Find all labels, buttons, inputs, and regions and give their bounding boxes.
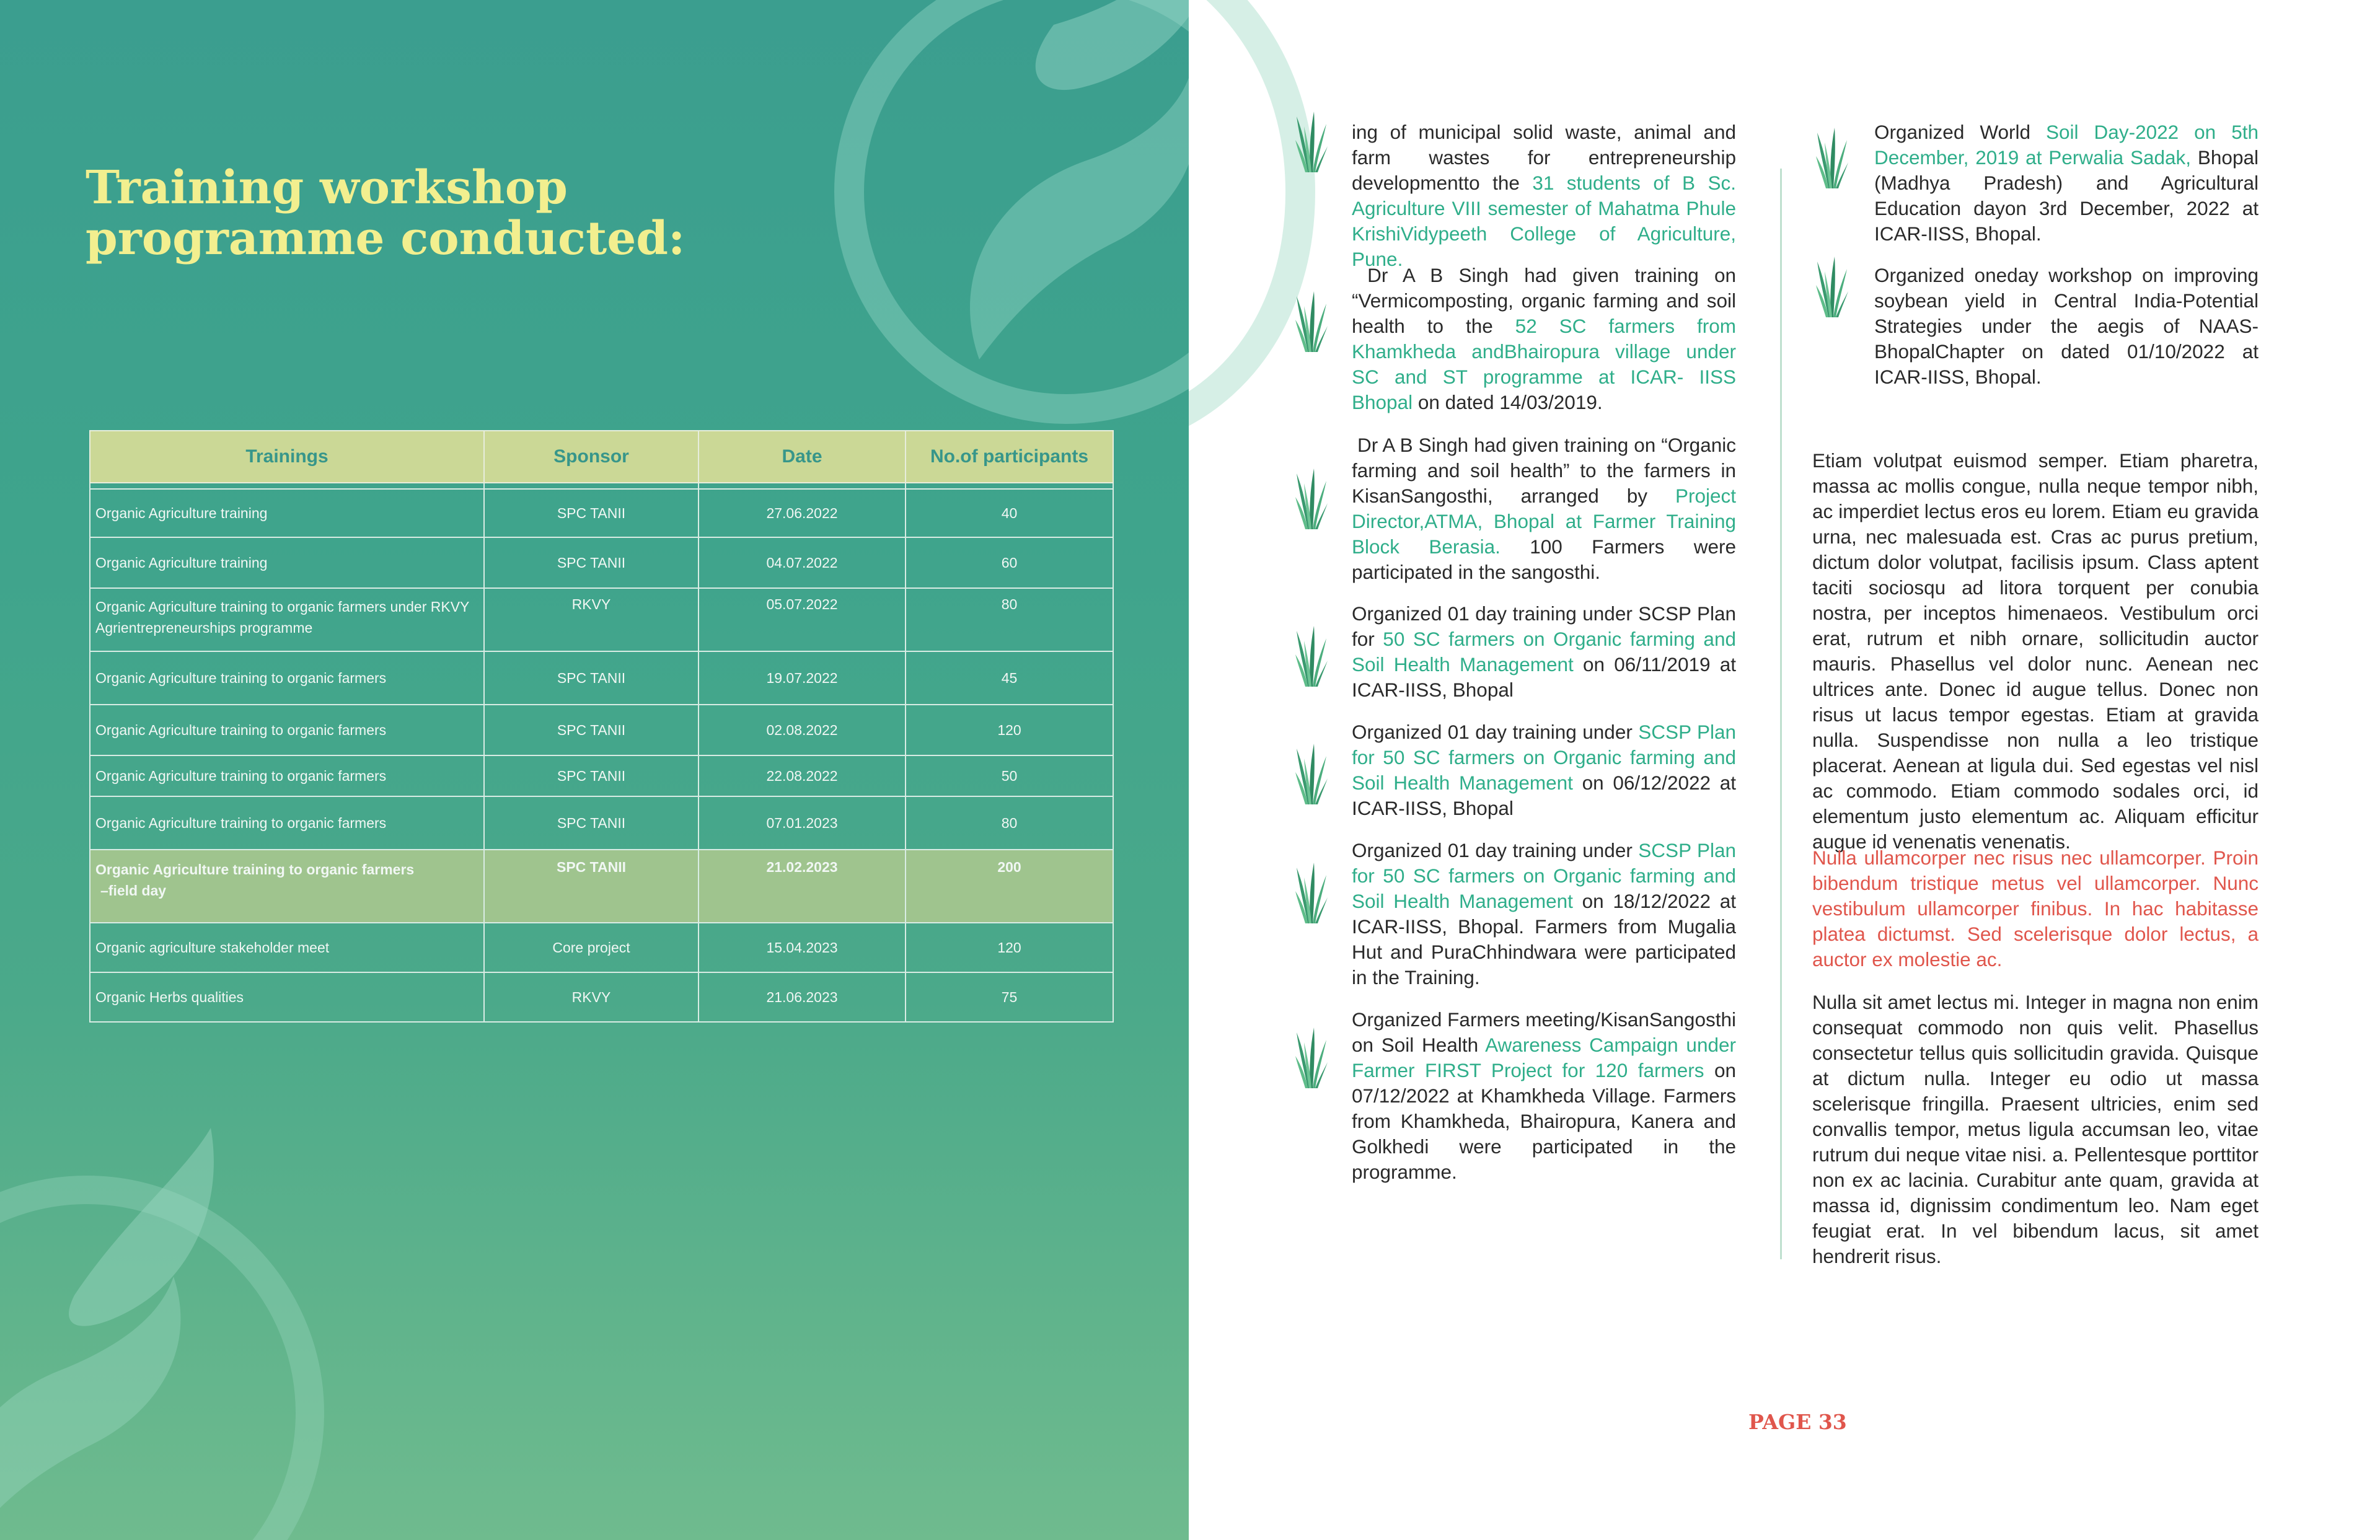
title-line-1: Training workshop [86,161,568,214]
grass-bullet-icon [1816,126,1849,188]
highlight-text: Soil Day-2022 on 5th December, 2019 at Perwalia Sadak, [1874,121,2259,169]
highlight-text: Project Director,ATMA, Bhopal at Farmer Training Block Berasia. [1352,485,1736,558]
cell-participants: 120 [906,923,1113,972]
table-spacer [90,483,1113,489]
cell-participants: 40 [906,489,1113,537]
cell-training [90,850,484,923]
table-row [90,489,1113,537]
col2-paragraph-1 [1874,120,2259,247]
column-header-participants: No.of participants [906,431,1113,483]
cell-date: 19.07.2022 [699,651,906,705]
col2-paragraph-4: Nulla ullamcorper nec risus nec ullamcorper. Proin bibendum tristique metus vel ullamcorper. Nunc vestibulum ullamcorper finibus. In hac habitasse platea dictumst. Sed scelerisque dolor lectus, a auctor ex molestie ac. [1812,847,2259,970]
highlight-text: 31 students of B Sc. Agriculture VIII semester of Mahatma Phule KrishiVidypeeth College of Agriculture, Pune. [1352,172,1737,270]
table-row [90,972,1113,1022]
cell-sponsor: SPC TANII [484,489,699,537]
cell-training-line-1: Organic Agriculture training to organic farmers [95,861,415,878]
col1-paragraph-6 [1352,838,1736,990]
cell-participants: 80 [906,588,1113,651]
cell-participants: 50 [906,755,1113,796]
column-divider [1780,169,1782,1259]
table-header-row [90,431,1113,483]
table-row [90,705,1113,755]
cell-training: Organic Herbs qualities [90,972,484,1022]
text: Organized World [1874,121,2047,143]
cell-date: 21.06.2023 [699,972,906,1022]
cell-training: Organic Agriculture training to organic farmers [90,705,484,755]
cell-participants: 200 [906,850,1113,923]
text: Dr A B Singh had given training on “Vermicomposting, organic farming and soil health to the [1352,264,1736,337]
right-page [1189,0,2380,1540]
highlight-text: SCSP Plan for 50 SC farmers on Organic farming and Soil Health Management [1352,721,1737,794]
cell-sponsor: SPC TANII [484,796,699,850]
col1-paragraph-2 [1352,263,1736,415]
cell-sponsor: SPC TANII [484,755,699,796]
grass-bullet-icon [1295,110,1329,172]
cell-date: 05.07.2022 [699,588,906,651]
cell-training: Organic Agriculture training to organic farmers [90,755,484,796]
cell-sponsor: RKVY [484,972,699,1022]
highlight-text: 50 SC farmers on Organic farming and Soil Health Management [1352,628,1736,675]
grass-bullet-icon [1295,467,1329,529]
col1-paragraph-1 [1352,120,1736,272]
col1-paragraph-3 [1352,433,1736,585]
cell-participants: 120 [906,705,1113,755]
cell-training: Organic Agriculture training to organic farmers [90,651,484,705]
column-header-date: Date [699,431,906,483]
table-row [90,588,1113,651]
cell-date: 27.06.2022 [699,489,906,537]
col2-paragraph-2: Organized oneday workshop on improving soybean yield in Central India-Potential Strategies under the aegis of NAAS-BhopalChapter on dated 01/10/2022 at ICAR-IISS, Bhopal. [1874,264,2259,388]
table-row [90,923,1113,972]
text: Organized 01 day training under [1352,839,1639,861]
text: Dr A B Singh had given training on “Organic farming and soil health” to the farmers in KisanSangosthi, arranged by [1352,434,1736,507]
cell-participants: 75 [906,972,1113,1022]
highlight-text: 52 SC farmers from Khamkheda andBhairopura village under SC and ST programme at ICAR- IISS Bhopal [1352,315,1737,413]
col1-paragraph-4 [1352,601,1736,703]
table-row [90,651,1113,705]
cell-date: 04.07.2022 [699,537,906,588]
cell-sponsor: SPC TANII [484,651,699,705]
text: on 18/12/2022 at ICAR-IISS, Bhopal. Farmers from Mugalia Hut and PuraChhindwara were participated in the Training. [1352,890,1737,988]
cell-training: Organic agriculture stakeholder meet [90,923,484,972]
text: on dated 14/03/2019. [1413,391,1603,413]
table-row [90,537,1113,588]
cell-training: Organic Agriculture training to organic farmers [90,796,484,850]
column-header-trainings: Trainings [90,431,484,483]
text: Organized Farmers meeting/KisanSangosthi on Soil Health [1352,1008,1736,1056]
cell-date: 22.08.2022 [699,755,906,796]
grass-bullet-icon [1295,742,1329,804]
table-row [90,796,1113,850]
cell-training: Organic Agriculture training [90,537,484,588]
grass-bullet-icon [1295,290,1329,352]
cell-sponsor: RKVY [484,588,699,651]
cell-sponsor: SPC TANII [484,537,699,588]
text: ing of municipal solid waste, animal and farm wastes for entrepreneurship developmentto the [1352,121,1736,194]
cell-date: 02.08.2022 [699,705,906,755]
cell-date: 21.02.2023 [699,850,906,923]
highlight-text: Awareness Campaign under Farmer FIRST Project for 120 farmers [1352,1034,1736,1081]
text: 100 Farmers were participated in the sangosthi. [1352,535,1736,583]
cell-sponsor: SPC TANII [484,705,699,755]
table-row [90,755,1113,796]
col2-paragraph-3: Etiam volutpat euismod semper. Etiam pharetra, massa ac mollis congue, nulla neque tempor nibh, ac imperdiet lectus eros eu lorem. Etiam eu gravida urna, nec malesuada est. Cras ac purus pretium, dictum dolor volutpat, facilisis ipsum. Class aptent taciti sociosqu ad litora torquent per conubia nostra, per inceptos himenaeos. Vestibulum orci erat, rutrum et nibh ornare, sollicitudin auctor mauris. Phasellus vel dolor nunc. Aenean nec ultrices ante. Donec id augue tellus. Donec non risus ut lacus tempor egestas. Etiam at gravida nulla. Suspendisse non nulla a leo tristique placerat. Aenean at ligula dui. Sed egestas vel nisl ac commodo. Etiam commodo sodales orci, id elementum justo elementum ac. Aliquam efficitur augue id venenatis venenatis. [1812,449,2259,853]
leaf-logo-icon [1189,0,1350,459]
text: Bhopal (Madhya Pradesh) and Agricultural Education dayon 3rd December, 2022 at ICAR-IISS, Bhopal. [1874,146,2259,245]
col2-paragraph-5: Nulla sit amet lectus mi. Integer in magna non enim consequat commodo non quis velit. Phasellus consectetur tellus quis sollicitudin gravida. Quisque at dictum nulla. Integer eu odio ut massa scelerisque fringilla. Praesent ultricies, enim sed convallis tempor, metus ligula accumsan leo, vitae rutrum dui neque vitae nisi. a. Pellentesque porttitor non ex ac lacinia. Curabitur ante quam, gravida at massa id, dignissim condimentum leo. Nam eget feugiat erat. In vel bibendum lacus, sit amet hendrerit risus. [1812,991,2259,1267]
col1-paragraph-5 [1352,719,1736,821]
cell-sponsor: Core project [484,923,699,972]
page-number: PAGE 33 [1748,1410,1847,1434]
grass-bullet-icon [1295,1026,1329,1088]
leaf-logo-icon [0,1091,483,1540]
title-line-2: programme conducted: [86,212,685,265]
grass-bullet-icon [1295,861,1329,923]
text: on 06/12/2022 at ICAR-IISS, Bhopal [1352,772,1737,819]
cell-participants: 80 [906,796,1113,850]
column-header-sponsor: Sponsor [484,431,699,483]
table-row-highlighted [90,850,1113,923]
text: Organized 01 day training under SCSP Plan for [1352,602,1736,650]
left-page [0,0,1189,1540]
cell-date: 07.01.2023 [699,796,906,850]
training-table [89,430,1113,1023]
highlight-text: SCSP Plan for 50 SC farmers on Organic farming and Soil Health Management [1352,839,1737,912]
col1-paragraph-7 [1352,1007,1736,1185]
cell-training-line-2: –field day [100,882,167,899]
leaf-logo-icon [793,0,1189,471]
cell-participants: 45 [906,651,1113,705]
grass-bullet-icon [1295,625,1329,687]
cell-date: 15.04.2023 [699,923,906,972]
grass-bullet-icon [1816,255,1849,317]
text: on 06/11/2019 at ICAR-IISS, Bhopal [1352,653,1736,701]
page-title [86,162,685,264]
cell-training: Organic Agriculture training [90,489,484,537]
cell-sponsor: SPC TANII [484,850,699,923]
text: Organized 01 day training under [1352,721,1639,743]
text: on 07/12/2022 at Khamkheda Village. Farmers from Khamkheda, Bhairopura, Kanera and Golkhedi were participated in the programme. [1352,1059,1736,1183]
cell-participants: 60 [906,537,1113,588]
cell-training: Organic Agriculture training to organic farmers under RKVY Agrientrepreneurships programme [90,588,484,651]
